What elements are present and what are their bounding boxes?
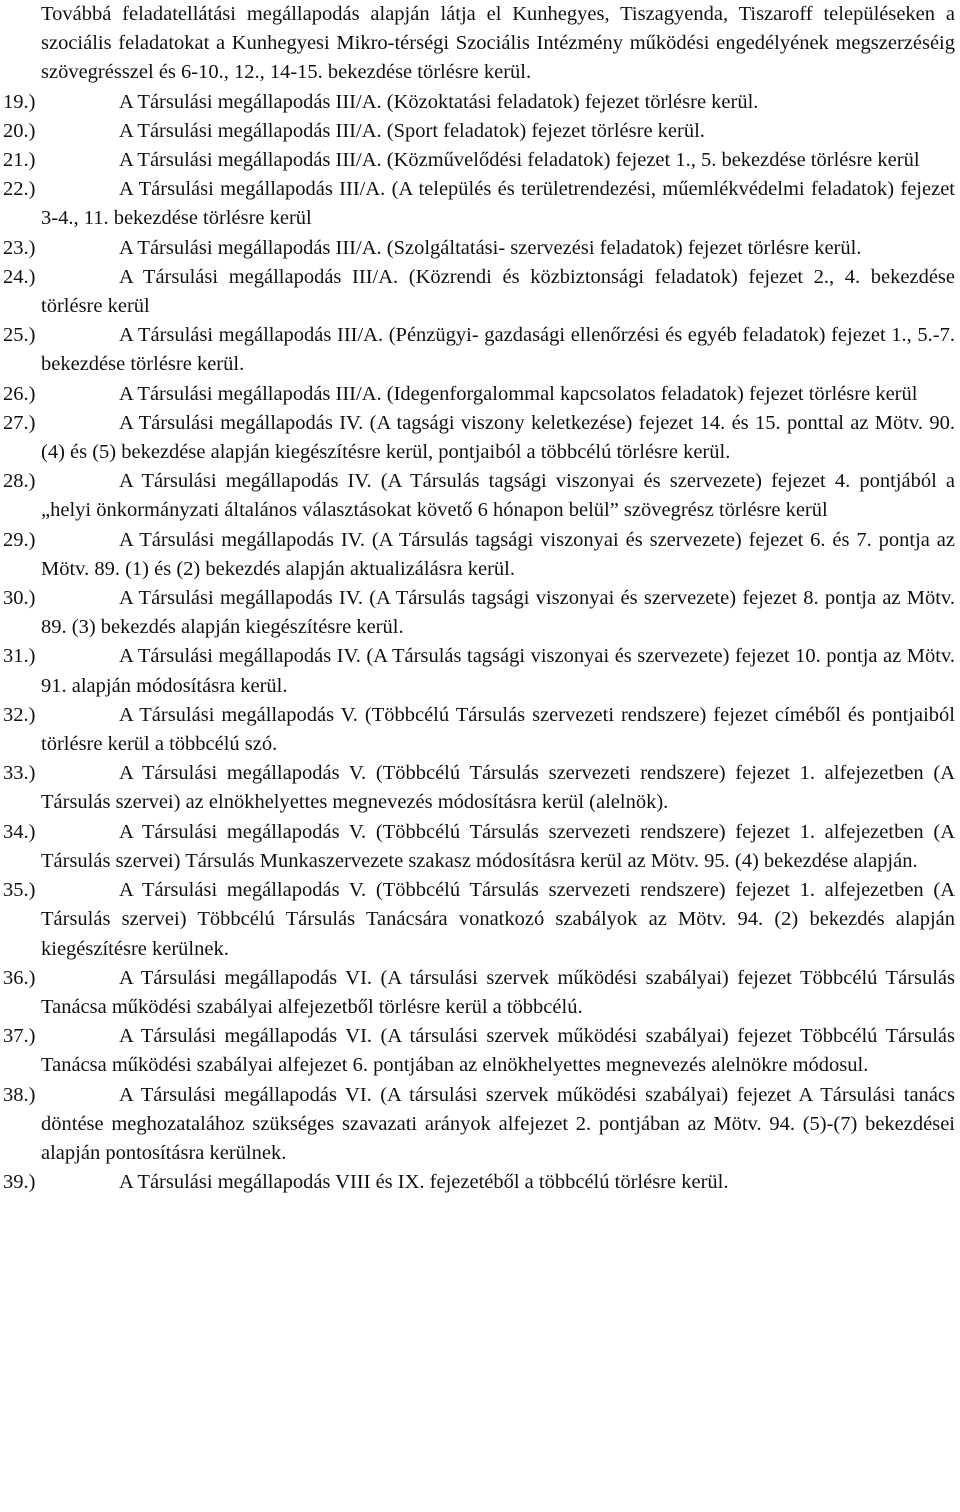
item-number: 25.) [3,324,36,347]
item-text: A Társulási megállapodás VI. (A társulási szervek működési szabályai) fejezet A Társulási tanács döntése meghozatalához szükséges szavazati arányok alfejezet 2. pontjában az Mötv. 94. (5)-(7) bekezdései alapján pontosításra kerülnek. [41,1083,955,1164]
list-item [0,876,955,964]
item-number: 38.) [3,1083,36,1106]
item-number: 20.) [3,119,36,142]
list-item [0,146,955,175]
item-number: 21.) [3,149,36,172]
item-number: 33.) [3,762,36,785]
item-text: A Társulási megállapodás V. (Többcélú Társulás szervezeti rendszere) fejezet 1. alfejezetben (A Társulás szervei) Többcélú Társulás Tanácsára vonatkozó szabályok az Mötv. 94. (2) bekezdés alapján kiegészítésre kerülnek. [41,879,955,960]
item-text: A Társulási megállapodás IV. (A tagsági viszony keletkezése) fejezet 14. és 15. ponttal az Mötv. 90. (4) és (5) bekezdése alapján kiegészítésre kerül, pontjaiból a többcélú törlésre kerül. [41,411,955,464]
item-number: 26.) [3,382,36,405]
list-item [0,263,955,321]
list-item [0,321,955,379]
list-item [0,759,955,817]
item-number: 19.) [3,90,36,113]
item-text: A Társulási megállapodás IV. (A Társulás tagsági viszonyai és szervezete) fejezet 8. pontja az Mötv. 89. (3) bekezdés alapján kiegészítésre kerül. [41,587,955,639]
list-item [0,1168,955,1197]
item-text: A Társulási megállapodás IV. (A Társulás tagsági viszonyai és szervezete) fejezet 10. pontja az Mötv. 91. alapján módosításra kerül. [41,645,955,697]
intro-paragraph: Továbbá feladatellátási megállapodás alapján látja el Kunhegyes, Tiszagyenda, Tiszaroff településeken a szociális feladatokat a Kunhegyesi Mikro-térségi Szociális Intézmény működési engedélyének megszerzéséig szövegrésszel és 6-10., 12., 14-15. bekezdése törlésre kerül. [41,3,955,84]
item-text: A Társulási megállapodás V. (Többcélú Társulás szervezeti rendszere) fejezet 1. alfejezetben (A Társulás szervei) Társulás Munkaszervezete szakasz módosításra kerül az Mötv. 95. (4) bekezdése alapján. [41,820,955,872]
item-text: A Társulási megállapodás III/A. (A település és területrendezési, műemlékvédelmi feladatok) fejezet 3-4., 11. bekezdése törlésre kerül [41,178,955,230]
item-text: A Társulási megállapodás III/A. (Közoktatási feladatok) fejezet törlésre kerül. [119,90,759,113]
item-text: A Társulási megállapodás III/A. (Közművelődési feladatok) fejezet 1., 5. bekezdése törlésre kerül [119,149,920,172]
item-text: A Társulási megállapodás VIII és IX. fejezetéből a többcélú törlésre kerül. [119,1171,729,1194]
item-text: A Társulási megállapodás IV. (A Társulás tagsági viszonyai és szervezete) fejezet 4. pontjából a „helyi önkormányzati általános választásokat követő 6 hónapon belül” szövegrész törlésre kerül [41,470,955,522]
item-number: 28.) [3,470,36,493]
list-item [0,117,955,146]
list-item [0,88,955,117]
list-item [0,234,955,263]
list-item [0,1081,955,1169]
list-item [0,409,955,467]
item-text: A Társulási megállapodás V. (Többcélú Társulás szervezeti rendszere) fejezet címéből és pontjaiból törlésre kerül a többcélú szó. [41,703,955,756]
item-number: 35.) [3,879,36,902]
item-text: A Társulási megállapodás III/A. (Idegenforgalommal kapcsolatos feladatok) fejezet törlésre kerül [119,382,918,405]
item-number: 36.) [3,966,36,989]
list-item [0,526,955,584]
amendment-list [0,88,960,1198]
item-number: 31.) [3,645,36,668]
item-number: 24.) [3,265,36,288]
item-text: A Társulási megállapodás IV. (A Társulás tagsági viszonyai és szervezete) fejezet 6. és 7. pontja az Mötv. 89. (1) és (2) bekezdés alapján aktualizálásra kerül. [41,528,955,580]
item-number: 32.) [3,703,36,726]
item-number: 30.) [3,587,36,610]
list-item [0,1022,955,1080]
item-text: A Társulási megállapodás III/A. (Pénzügyi- gazdasági ellenőrzési és egyéb feladatok) fejezet 1., 5.-7. bekezdése törlésre kerül. [41,324,955,376]
item-number: 39.) [3,1171,36,1194]
list-item [0,584,955,642]
item-text: A Társulási megállapodás III/A. (Sport feladatok) fejezet törlésre kerül. [119,119,705,142]
list-item [0,175,955,233]
item-number: 29.) [3,528,36,551]
list-item [0,964,955,1022]
item-number: 27.) [3,411,36,434]
item-text: A Társulási megállapodás V. (Többcélú Társulás szervezeti rendszere) fejezet 1. alfejezetben (A Társulás szervei) az elnökhelyettes megnevezés módosításra kerül (alelnök). [41,762,955,814]
list-item [0,642,955,700]
item-text: A Társulási megállapodás VI. (A társulási szervek működési szabályai) fejezet Többcélú Társulás Tanácsa működési szabályai alfejezet 6. pontjában az elnökhelyettes megnevezés alelnökre módosul. [41,1025,955,1077]
list-item [0,701,955,759]
list-item [0,467,955,525]
list-item [0,380,955,409]
item-number: 22.) [3,178,36,201]
item-number: 37.) [3,1025,36,1048]
item-text: A Társulási megállapodás III/A. (Közrendi és közbiztonsági feladatok) fejezet 2., 4. bekezdése törlésre kerül [41,265,955,318]
item-number: 34.) [3,820,36,843]
item-text: A Társulási megállapodás VI. (A társulási szervek működési szabályai) fejezet Többcélú Társulás Tanácsa működési szabályai alfejezetből törlésre kerül a többcélú. [41,966,955,1018]
list-item [0,818,955,876]
item-text: A Társulási megállapodás III/A. (Szolgáltatási- szervezési feladatok) fejezet törlésre kerül. [119,236,862,259]
item-number: 23.) [3,236,36,259]
